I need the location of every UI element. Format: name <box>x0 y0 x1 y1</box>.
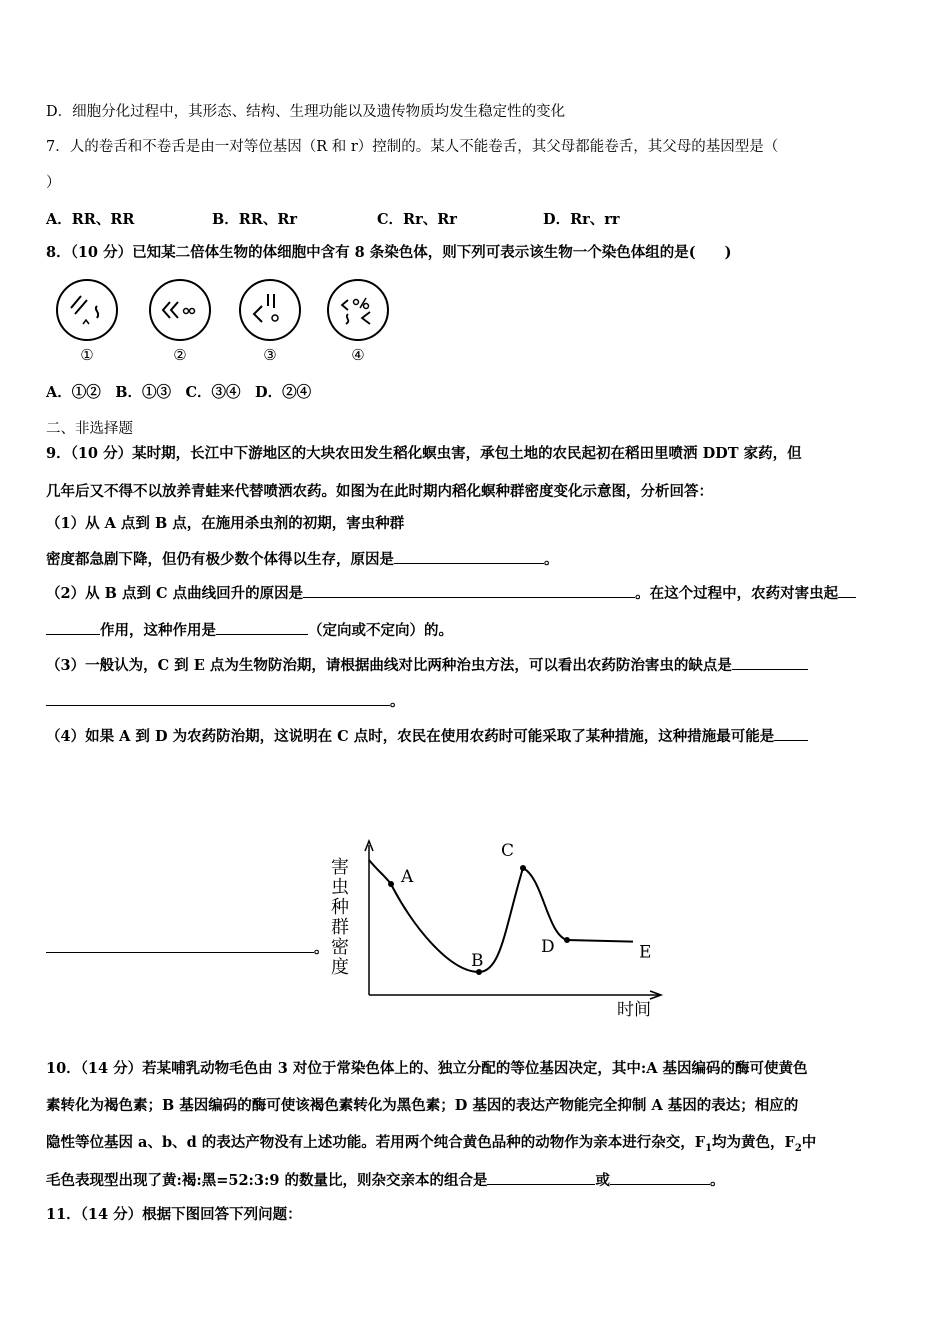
q9-line-9-text: （4）如果 A 到 D 为农药防治期，这说明在 C 点时，农民在使用农药时可能采取了某种措施，这种措施最可能是 <box>46 728 775 745</box>
answer-blank-5a[interactable] <box>732 655 808 670</box>
q10-line-4-or: 或 <box>595 1172 610 1189</box>
cell-label-3: ③ <box>263 346 277 364</box>
y-axis-label-char: 种 <box>331 897 349 918</box>
q8-options: A．①② B．①③ C．③④ D．②④ <box>46 384 312 401</box>
q9-line-9 <box>46 726 808 747</box>
q9-line-4-text: 密度都急剧下降，但仍有极少数个体得以生存，原因是 <box>46 551 394 568</box>
answer-blank-8[interactable] <box>610 1170 710 1185</box>
answer-blank-6b[interactable] <box>46 938 314 953</box>
q9-line-3: （1）从 A 点到 B 点，在施用杀虫剂的初期，害虫种群 <box>46 515 405 532</box>
q11-stem: 11．（14 分）根据下图回答下列问题： <box>46 1206 302 1223</box>
q9-line-6-text: 作用，这种作用是 <box>100 622 216 639</box>
point-label-d: D <box>541 937 555 957</box>
chromosome-cell-1 <box>55 278 119 342</box>
q7-option-b: B．RR、Rr <box>212 211 298 228</box>
q9-line-5 <box>46 583 856 604</box>
point-c <box>520 865 526 871</box>
q9-line-10 <box>46 938 329 959</box>
q9-line-5-text-b: 。在这个过程中，农药对害虫起 <box>635 585 839 602</box>
point-label-c: C <box>501 841 515 861</box>
q9-line-6 <box>46 620 453 641</box>
cell-label-1: ① <box>80 346 94 364</box>
y-axis-label-char: 密 <box>331 937 349 958</box>
q9-line-5-text: （2）从 B 点到 C 点曲线回升的原因是 <box>46 585 304 602</box>
answer-blank-3b[interactable] <box>46 620 100 635</box>
y-axis-label <box>331 857 349 978</box>
chromosome-cell-4 <box>326 278 390 342</box>
q10-line-1: 10．（14 分）若某哺乳动物毛色由 3 对位于常染色体上的、独立分配的等位基因决定，其中:A 基因编码的酶可使黄色 <box>46 1060 808 1077</box>
f2-subscript: 2 <box>794 1142 802 1154</box>
q9-line-8 <box>46 691 405 712</box>
q9-line-4 <box>46 549 559 570</box>
cell-label-2: ② <box>173 346 187 364</box>
q10-line-3-text-b: 均为黄色，F <box>712 1134 795 1151</box>
q9-line-4-end: 。 <box>544 551 559 568</box>
q7-stem: 7．人的卷舌和不卷舌是由一对等位基因（R 和 r）控制的。某人不能卷舌，其父母都能卷舌，其父母的基因型是（ <box>46 139 779 155</box>
chromosome-cell-2 <box>148 278 212 342</box>
answer-blank-1[interactable] <box>394 549 544 564</box>
answer-blank-6a[interactable] <box>774 726 808 741</box>
q6-option-d: D．细胞分化过程中，其形态、结构、生理功能以及遗传物质均发生稳定性的变化 <box>46 104 566 120</box>
q10-line-3-text: 隐性等位基因 a、b、d 的表达产物没有上述功能。若用两个纯合黄色品种的动物作为亲本进行杂交，F <box>46 1134 706 1151</box>
q10-line-2: 素转化为褐色素；B 基因编码的酶可使该褐色素转化为黑色素；D 基因的表达产物能完全抑制 A 基因的表达；相应的 <box>46 1097 799 1114</box>
answer-blank-7[interactable] <box>487 1170 595 1185</box>
answer-blank-3a[interactable] <box>838 583 856 598</box>
point-label-e: E <box>639 942 652 963</box>
point-label-a: A <box>401 867 414 887</box>
answer-blank-4[interactable] <box>216 620 308 635</box>
q10-line-4-end: 。 <box>709 1172 725 1189</box>
answer-blank-2[interactable] <box>303 583 635 598</box>
point-d <box>564 937 570 943</box>
y-axis-label-char: 度 <box>331 957 349 978</box>
q9-line-2: 几年后又不得不以放养青蛙来代替喷洒农药。如图为在此时期内稻化螟种群密度变化示意图，分析回答： <box>46 483 713 500</box>
q7-option-a: A．RR、RR <box>46 211 135 228</box>
y-axis-label-char: 群 <box>331 917 349 938</box>
chromosome-cell-3 <box>238 278 302 342</box>
q10-line-3-end: 中 <box>801 1134 817 1151</box>
f1-subscript: 1 <box>705 1142 713 1154</box>
q10-line-4 <box>46 1170 724 1191</box>
answer-blank-5b[interactable] <box>46 691 390 706</box>
y-axis-label-char: 害 <box>331 857 349 878</box>
cell-label-4: ④ <box>351 346 365 364</box>
y-axis-label-char: 虫 <box>331 877 349 898</box>
q7-option-c: C．Rr、Rr <box>377 211 457 228</box>
q9-line-1: 9．（10 分）某时期，长江中下游地区的大块农田发生稻化螟虫害，承包土地的农民起初在稻田里喷洒 DDT 家药，但 <box>46 445 802 462</box>
q9-line-10-end: 。 <box>314 940 329 957</box>
x-axis-label: 时间 <box>617 1000 651 1020</box>
q10-line-4-text: 毛色表现型出现了黄:褐:黑=52:3:9 的数量比，则杂交亲本的组合是 <box>46 1172 488 1189</box>
q7-stem-close: ） <box>46 175 61 191</box>
q7-option-d: D．Rr、rr <box>543 211 620 228</box>
point-a <box>388 881 394 887</box>
q10-line-3 <box>46 1133 816 1159</box>
section-title: 二、非选择题 <box>46 421 133 437</box>
q9-line-6-text-b: （定向或不定向）的。 <box>308 622 453 639</box>
q9-line-7 <box>46 655 808 676</box>
q8-stem: 8．（10 分）已知某二倍体生物的体细胞中含有 8 条染色体，则下列可表示该生物一个染色体组的是( ) <box>46 244 732 261</box>
q9-line-7-text: （3）一般认为，C 到 E 点为生物防治期，请根据曲线对比两种治虫方法，可以看出农药防治害虫的缺点是 <box>46 657 732 674</box>
q9-line-8-end: 。 <box>390 693 405 710</box>
point-label-b: B <box>471 951 484 971</box>
pest-density-chart <box>325 835 670 1025</box>
